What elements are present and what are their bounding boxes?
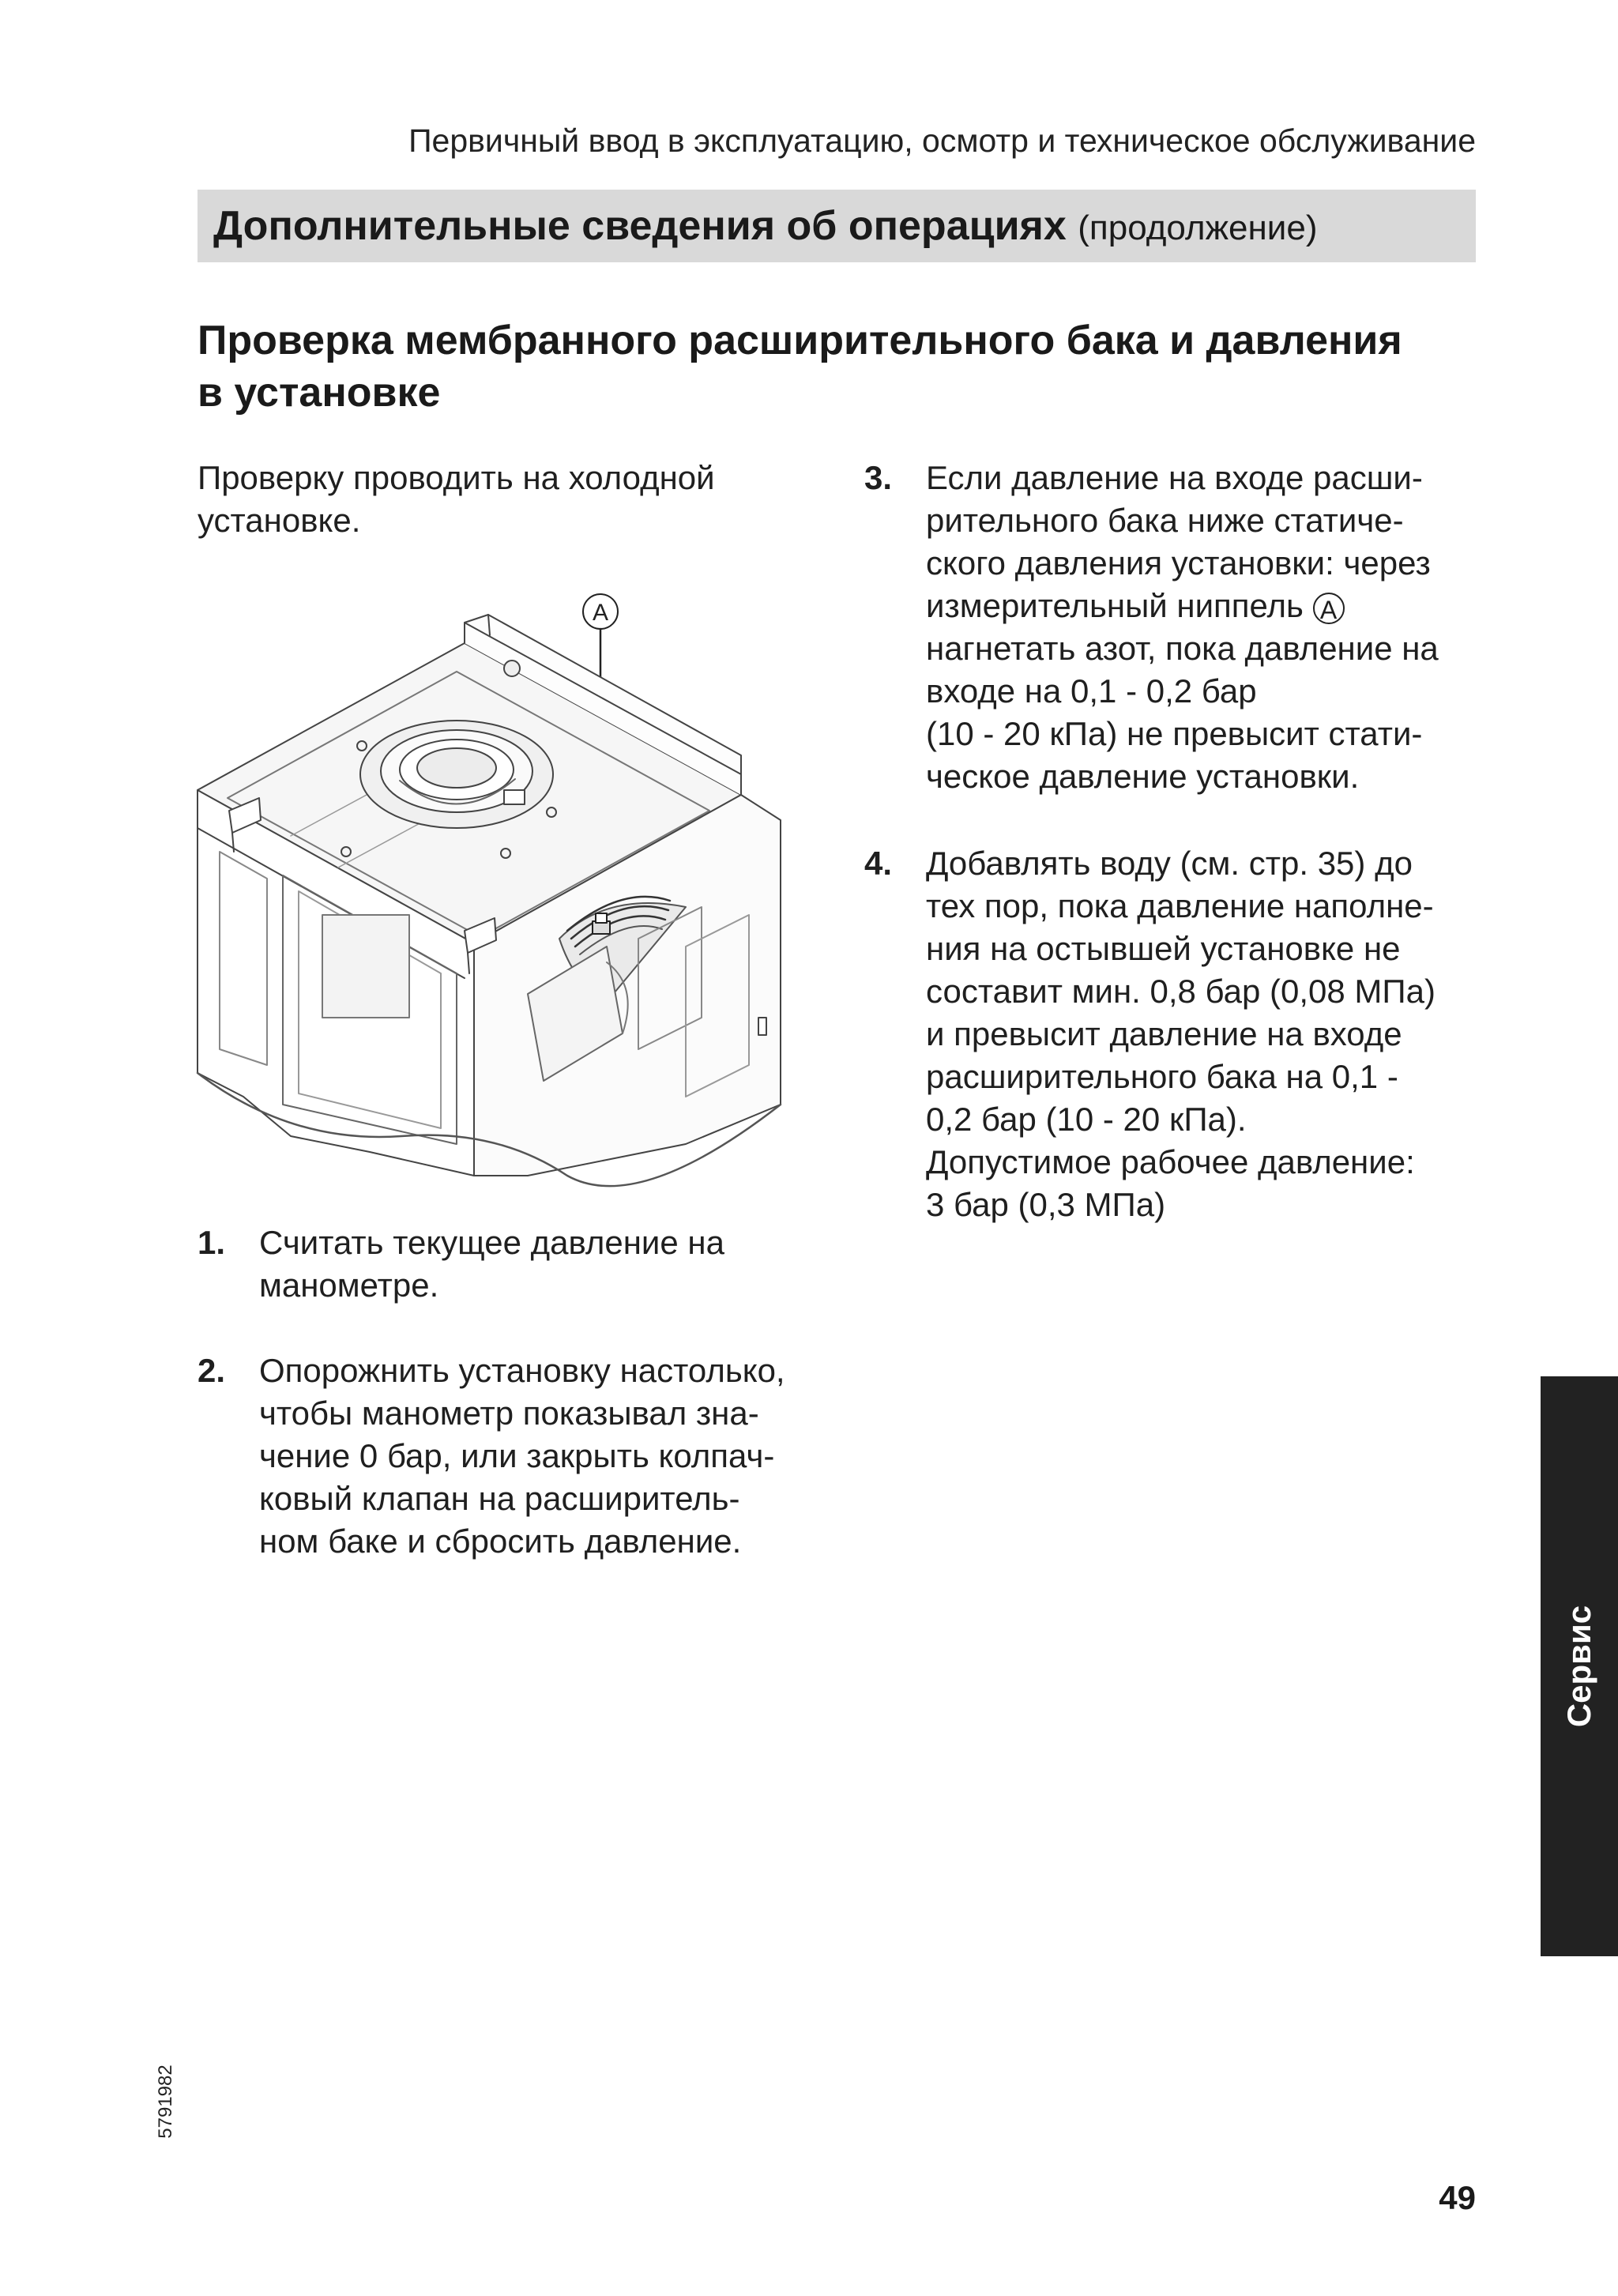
intro-line-2: установке. — [198, 502, 361, 539]
step-line: Считать текущее давление на — [259, 1224, 724, 1261]
step-line: манометре. — [259, 1267, 439, 1304]
step-line: составит мин. 0,8 бар (0,08 МПа) — [926, 973, 1436, 1010]
step-text — [926, 457, 1496, 798]
intro-paragraph — [198, 457, 830, 542]
step-line: 0,2 бар (10 - 20 кПа). — [926, 1101, 1247, 1138]
step-1 — [198, 1221, 830, 1307]
step-line: и превысит давление на входе — [926, 1015, 1402, 1052]
expansion-vessel-illustration — [196, 591, 796, 1191]
intro-line-1: Проверку проводить на холодной — [198, 459, 715, 496]
heading-line-2: в установке — [198, 370, 441, 416]
side-tab-label: Сервис — [1560, 1605, 1597, 1728]
step-line: (10 - 20 кПа) не превысит стати- — [926, 715, 1423, 752]
step-line: Опорожнить установку настолько, — [259, 1352, 785, 1389]
step-line: измерительный ниппель — [926, 587, 1304, 624]
step-line: ческое давление установки. — [926, 758, 1360, 795]
service-side-tab — [1541, 1376, 1618, 1956]
step-line: чтобы манометр показывал зна- — [259, 1395, 759, 1432]
step-text — [926, 842, 1496, 1226]
document-number-text: 5791982 — [155, 2065, 176, 2139]
step-number: 3. — [864, 459, 893, 496]
step-text — [259, 1349, 830, 1563]
step-3 — [864, 457, 1496, 798]
step-line: тех пор, пока давление наполне- — [926, 887, 1434, 924]
step-line: рительного бака ниже статиче- — [926, 502, 1404, 539]
step-line: Добавлять воду (см. стр. 35) до — [926, 845, 1413, 882]
step-line: Допустимое рабочее давление: — [926, 1143, 1415, 1180]
step-line: входе на 0,1 - 0,2 бар — [926, 672, 1257, 710]
step-line-with-callout — [926, 585, 1496, 627]
section-title-text: Дополнительные сведения об операциях — [213, 203, 1067, 249]
section-continuation: (продолжение) — [1078, 209, 1318, 247]
step-line: нагнетать азот, пока давление на — [926, 630, 1439, 667]
page-heading — [198, 314, 1493, 419]
step-text — [259, 1221, 830, 1307]
section-bar — [198, 190, 1476, 262]
step-line: ского давления установки: через — [926, 544, 1431, 582]
heading-line-1: Проверка мембранного расширительного бака и давления — [198, 318, 1402, 363]
page-number: 49 — [1439, 2179, 1476, 2216]
step-number: 2. — [198, 1352, 226, 1389]
step-line: расширительного бака на 0,1 - — [926, 1058, 1398, 1095]
step-4 — [864, 842, 1496, 1226]
callout-a-inline: A — [1313, 593, 1345, 624]
step-line: Если давление на входе расши- — [926, 459, 1423, 496]
step-line: ния на остывшей установке не — [926, 930, 1401, 967]
document-number — [155, 2065, 182, 2139]
callout-letter: A — [592, 600, 609, 626]
step-line: чение 0 бар, или закрыть колпач- — [259, 1437, 775, 1474]
running-header: Первичный ввод в эксплуатацию, осмотр и техническое обслуживание — [408, 122, 1476, 159]
section-title — [213, 201, 1317, 254]
step-number: 4. — [864, 845, 893, 882]
step-number: 1. — [198, 1224, 226, 1261]
step-line: 3 бар (0,3 МПа) — [926, 1186, 1166, 1223]
step-line: ном баке и сбросить давление. — [259, 1523, 742, 1560]
step-line: ковый клапан на расширитель- — [259, 1480, 740, 1517]
step-2 — [198, 1349, 830, 1563]
